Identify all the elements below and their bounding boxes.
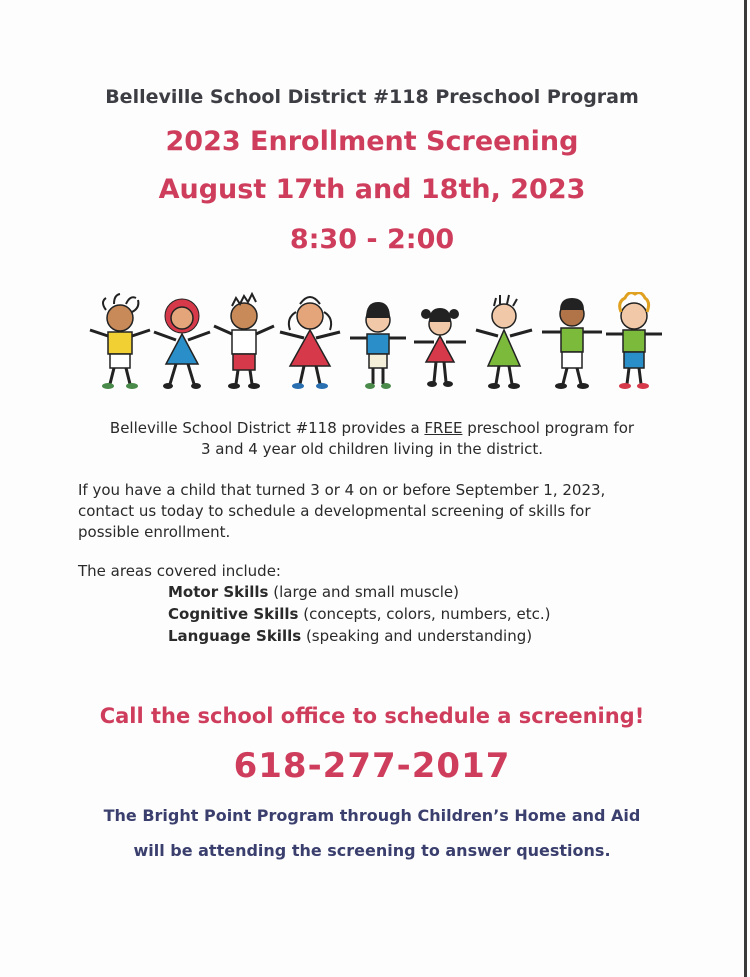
child-figure [214, 294, 274, 389]
intro-text-end: preschool program for [462, 419, 635, 437]
free-emphasis: FREE [424, 419, 463, 437]
skill-name: Language Skills [168, 627, 302, 645]
district-header: Belleville School District #118 Preschool Program [105, 86, 639, 108]
skill-detail: (concepts, colors, numbers, etc.) [298, 605, 551, 623]
title-dates: August 17th and 18th, 2023 [158, 174, 586, 205]
bright-point-line-1: The Bright Point Program through Children’s Home and Aid [103, 806, 641, 825]
child-figure [476, 295, 532, 389]
skill-item [168, 603, 550, 625]
intro-paragraph [0, 418, 744, 460]
areas-heading: The areas covered include: [78, 562, 281, 580]
title-time: 8:30 - 2:00 [289, 224, 455, 255]
child-figure [606, 293, 662, 389]
intro-line-1 [0, 418, 744, 439]
title-enrollment: 2023 Enrollment Screening [165, 126, 579, 157]
child-figure [154, 299, 210, 389]
children-illustration [78, 292, 668, 392]
child-figure [542, 298, 602, 389]
child-figure [350, 302, 406, 389]
skill-name: Motor Skills [168, 583, 269, 601]
eligibility-paragraph [78, 480, 678, 543]
eligibility-line-2: contact us today to schedule a developmental screening of skills for [78, 502, 591, 520]
skill-detail: (large and small muscle) [268, 583, 460, 601]
skill-detail: (speaking and understanding) [301, 627, 533, 645]
child-figure [280, 297, 340, 389]
skill-name: Cognitive Skills [168, 605, 299, 623]
skill-item [168, 581, 550, 603]
bright-point-line-2: will be attending the screening to answer questions. [133, 841, 611, 860]
intro-text-start: Belleville School District #118 provides a [109, 419, 425, 437]
skills-list [168, 581, 550, 647]
child-figure [90, 294, 150, 389]
eligibility-line-1: If you have a child that turned 3 or 4 on or before September 1, 2023, [78, 481, 606, 499]
skill-item [168, 625, 550, 647]
phone-number: 618-277-2017 [233, 746, 511, 786]
child-figure [414, 308, 466, 387]
call-to-action: Call the school office to schedule a screening! [99, 704, 645, 728]
intro-line-2: 3 and 4 year old children living in the district. [200, 440, 544, 458]
eligibility-line-3: possible enrollment. [78, 523, 231, 541]
